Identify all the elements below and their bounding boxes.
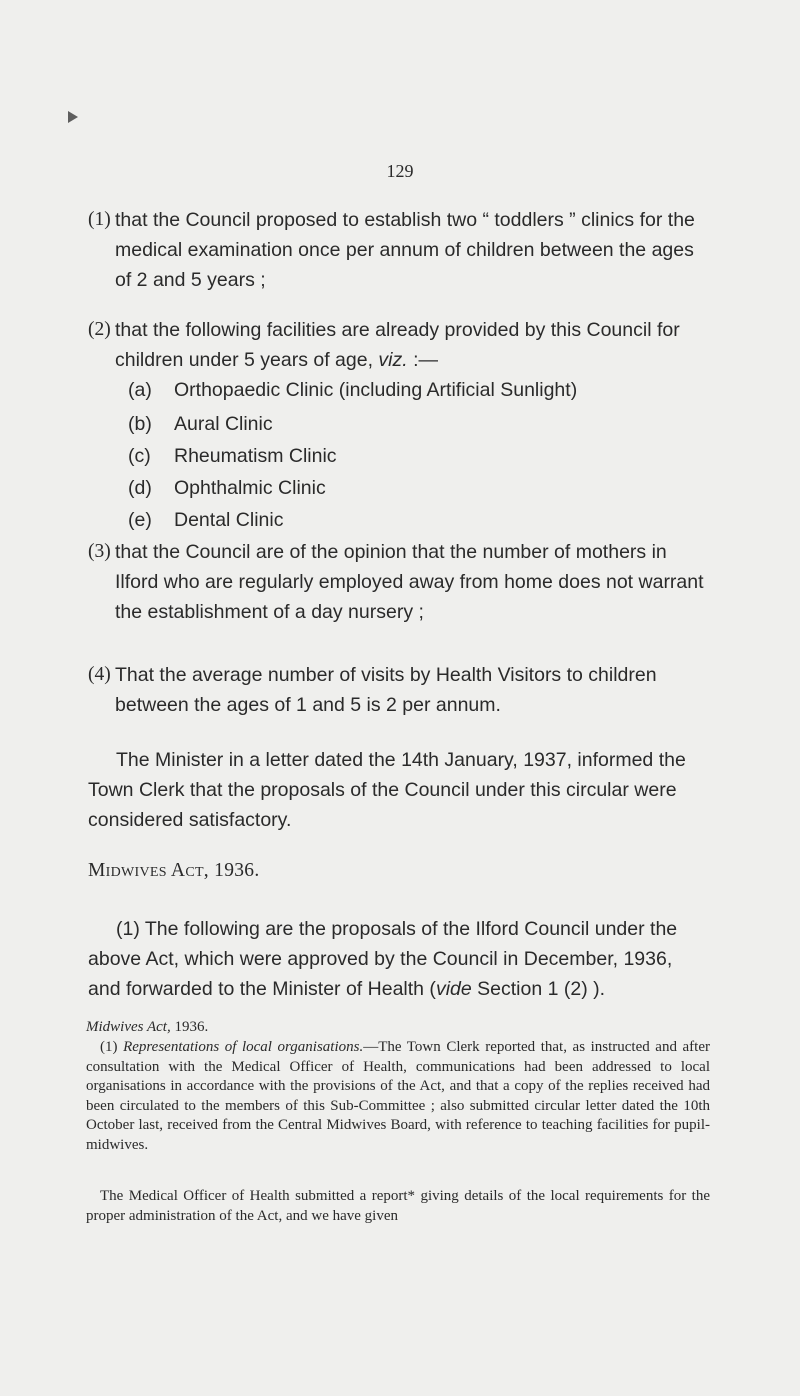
item-number: (1) bbox=[88, 209, 111, 230]
page-corner-mark bbox=[68, 111, 78, 123]
item-number: (4) bbox=[88, 664, 111, 685]
sub-item-a bbox=[128, 375, 577, 405]
proposals-tail: Section 1 (2) ). bbox=[471, 978, 606, 1000]
minister-paragraph: The Minister in a letter dated the 14th January, 1937, informed the Town Clerk that the proposals of the Council under this circular were considered satisfactory. bbox=[88, 749, 686, 831]
section-heading: Midwives Act, 1936. bbox=[88, 860, 260, 881]
page-number: 129 bbox=[386, 161, 414, 181]
sub-item-text: Ophthalmic Clinic bbox=[174, 477, 326, 499]
sub-item-text: Aural Clinic bbox=[174, 413, 273, 435]
extract-paragraph-1 bbox=[86, 1038, 710, 1155]
extract-para1-text: —The Town Clerk reported that, as instructed and after consultation with the Medical Officer of Health, communications had been addressed to local organisations in accordance with the provisions of the Act, and that a copy of the replies received had been circulated to the members of this Sub-Committee ; also submitted circular letter dated the 10th October last, received from the Central Midwives Board, with reference to teaching facilities for pupil-midwives. bbox=[86, 1039, 710, 1153]
item-text: that the following facilities are already provided by this Council for children under 5 years of age, bbox=[115, 319, 680, 371]
sub-item-letter: (c) bbox=[128, 445, 151, 467]
list-item-4 bbox=[88, 660, 705, 720]
extract-para1-number: (1) bbox=[100, 1039, 124, 1055]
sub-item-letter: (b) bbox=[128, 413, 152, 435]
list-item-2 bbox=[88, 315, 705, 375]
sub-item-e bbox=[128, 505, 283, 535]
item-text-tail: :— bbox=[407, 349, 439, 371]
sub-item-b bbox=[128, 409, 273, 439]
item-number: (2) bbox=[88, 319, 111, 340]
sub-item-letter: (e) bbox=[128, 509, 152, 531]
sub-item-letter: (d) bbox=[128, 477, 152, 499]
item-text: that the Council are of the opinion that the number of mothers in Ilford who are regularly employed away from home does not warrant the establishment of a day nursery ; bbox=[115, 541, 704, 623]
item-text-italic: viz. bbox=[378, 349, 408, 371]
extract-heading-year: 1936. bbox=[170, 1019, 209, 1035]
sub-item-letter: (a) bbox=[128, 379, 152, 401]
extract-para1-title: Representations of local organisations. bbox=[123, 1039, 364, 1055]
proposals-paragraph bbox=[88, 914, 708, 1004]
sub-item-text: Rheumatism Clinic bbox=[174, 445, 337, 467]
list-item-3 bbox=[88, 537, 705, 627]
sub-item-d bbox=[128, 473, 326, 503]
proposals-text: (1) The following are the proposals of the Ilford Council under the above Act, which were approved by the Council in December, 1936, and forwarded to the Minister of Health ( bbox=[88, 918, 678, 1000]
sub-item-text: Dental Clinic bbox=[174, 509, 284, 531]
item-text: That the average number of visits by Health Visitors to children between the ages of 1 and 5 is 2 per annum. bbox=[115, 664, 657, 716]
item-text: that the Council proposed to establish two “ toddlers ” clinics for the medical examination once per annum of children between the ages of 2 and 5 years ; bbox=[115, 209, 695, 291]
proposals-italic: vide bbox=[435, 978, 472, 1000]
item-number: (3) bbox=[88, 541, 111, 562]
extract-heading-italic: Midwives Act, bbox=[86, 1019, 171, 1035]
extract-heading bbox=[86, 1018, 710, 1038]
sub-item-c bbox=[128, 441, 337, 471]
sub-item-text: Orthopaedic Clinic (including Artificial Sunlight) bbox=[174, 379, 578, 401]
list-item-1 bbox=[88, 205, 705, 295]
extract-paragraph-2: The Medical Officer of Health submitted a report* giving details of the local requirements for the proper administration of the Act, and we have given bbox=[86, 1188, 710, 1224]
